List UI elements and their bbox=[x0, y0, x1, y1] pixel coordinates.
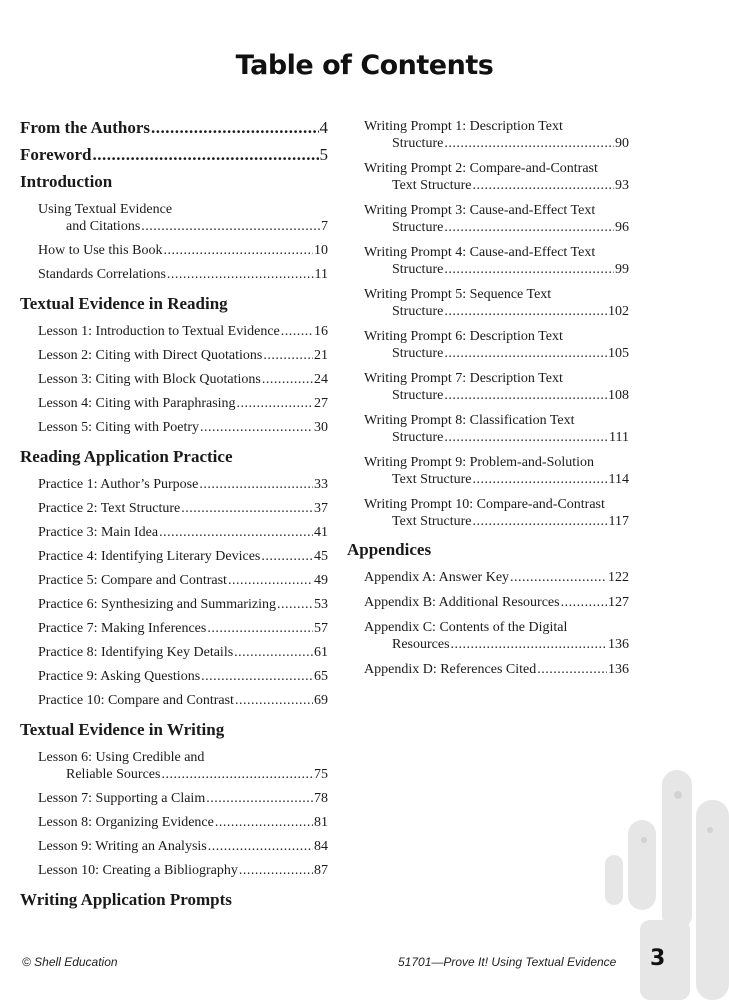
page-title: Table of Contents bbox=[235, 50, 494, 81]
toc-entry[interactable]: Writing Prompt 2: Compare-and-Contrast Text Structure ..... 93 bbox=[364, 160, 629, 194]
section-heading-writing-prompts: Writing Application Prompts bbox=[20, 890, 232, 909]
toc-entry[interactable]: How to Use this Book ..... 10 bbox=[38, 242, 328, 259]
toc-entry[interactable]: Lesson 7: Supporting a Claim ..... 78 bbox=[38, 790, 328, 807]
toc-entry[interactable]: Practice 4: Identifying Literary Devices ..... 45 bbox=[38, 548, 328, 565]
toc-entry[interactable]: Lesson 2: Citing with Direct Quotations ..... 21 bbox=[38, 347, 328, 364]
toc-entry[interactable]: Lesson 3: Citing with Block Quotations ..... 24 bbox=[38, 371, 328, 388]
toc-entry[interactable]: Appendix D: References Cited ..... 136 bbox=[364, 661, 629, 678]
toc-entry[interactable]: Practice 7: Making Inferences ..... 57 bbox=[38, 620, 328, 637]
toc-entry[interactable]: Writing Prompt 3: Cause-and-Effect Text Structure ..... 96 bbox=[364, 202, 629, 236]
toc-entry[interactable]: Appendix A: Answer Key ..... 122 bbox=[364, 569, 629, 586]
toc-entry[interactable]: Practice 8: Identifying Key Details ..... 61 bbox=[38, 644, 328, 661]
toc-right-column bbox=[347, 118, 629, 688]
toc-left-column bbox=[20, 118, 328, 919]
toc-entry[interactable]: Lesson 9: Writing an Analysis ..... 84 bbox=[38, 838, 328, 855]
toc-entry[interactable]: Writing Prompt 8: Classification Text Structure ..... 111 bbox=[364, 412, 629, 446]
toc-entry[interactable]: Standards Correlations ..... 11 bbox=[38, 266, 328, 283]
toc-entry[interactable]: Lesson 5: Citing with Poetry ..... 30 bbox=[38, 419, 328, 436]
toc-entry[interactable]: Using Textual Evidence and Citations ..... 7 bbox=[38, 201, 328, 235]
footer-book-title: 51701—Prove It! Using Textual Evidence bbox=[398, 955, 617, 969]
toc-entry[interactable]: Lesson 6: Using Credible and Reliable Sources ..... 75 bbox=[38, 749, 328, 783]
section-heading-reading-practice: Reading Application Practice bbox=[20, 447, 233, 466]
page-number: 3 bbox=[650, 946, 666, 971]
toc-main-entry[interactable]: Foreword ..... 5 bbox=[20, 145, 328, 165]
footer-copyright: © Shell Education bbox=[22, 955, 118, 969]
toc-entry[interactable]: Writing Prompt 5: Sequence Text Structure ..... 102 bbox=[364, 286, 629, 320]
toc-entry[interactable]: Lesson 4: Citing with Paraphrasing ..... 27 bbox=[38, 395, 328, 412]
toc-entry[interactable]: Practice 6: Synthesizing and Summarizing ..... 53 bbox=[38, 596, 328, 613]
section-heading-writing: Textual Evidence in Writing bbox=[20, 720, 225, 739]
reading-practice-entries bbox=[20, 476, 328, 709]
toc-entry[interactable]: Lesson 1: Introduction to Textual Evidence ..... 16 bbox=[38, 323, 328, 340]
toc-entry[interactable]: Practice 10: Compare and Contrast ..... 69 bbox=[38, 692, 328, 709]
toc-main-entry[interactable]: From the Authors ..... 4 bbox=[20, 118, 328, 138]
toc-entry[interactable]: Writing Prompt 9: Problem-and-Solution Text Structure ..... 114 bbox=[364, 454, 629, 488]
toc-entry[interactable]: Practice 5: Compare and Contrast ..... 49 bbox=[38, 572, 328, 589]
writing-entries bbox=[20, 749, 328, 879]
section-heading-introduction: Introduction bbox=[20, 172, 113, 191]
toc-entry[interactable]: Writing Prompt 10: Compare-and-Contrast Text Structure ..... 117 bbox=[364, 496, 629, 530]
section-heading-appendices: Appendices bbox=[347, 540, 432, 559]
toc-entry[interactable]: Lesson 10: Creating a Bibliography ..... 87 bbox=[38, 862, 328, 879]
toc-entry[interactable]: Practice 3: Main Idea ..... 41 bbox=[38, 524, 328, 541]
section-heading-reading: Textual Evidence in Reading bbox=[20, 294, 228, 313]
toc-entry[interactable]: Appendix B: Additional Resources ..... 127 bbox=[364, 594, 629, 611]
toc-entry[interactable]: Lesson 8: Organizing Evidence ..... 81 bbox=[38, 814, 328, 831]
toc-entry[interactable]: Practice 1: Author’s Purpose ..... 33 bbox=[38, 476, 328, 493]
toc-entry[interactable]: Writing Prompt 4: Cause-and-Effect Text Structure ..... 99 bbox=[364, 244, 629, 278]
toc-entry[interactable]: Writing Prompt 7: Description Text Structure ..... 108 bbox=[364, 370, 629, 404]
toc-entry[interactable]: Appendix C: Contents of the Digital Resources ..... 136 bbox=[364, 619, 629, 653]
toc-entry[interactable]: Practice 9: Asking Questions ..... 65 bbox=[38, 668, 328, 685]
writing-prompt-entries bbox=[347, 118, 629, 530]
appendices-entries bbox=[347, 569, 629, 678]
toc-entry[interactable]: Writing Prompt 1: Description Text Structure ..... 90 bbox=[364, 118, 629, 152]
introduction-entries bbox=[20, 201, 328, 283]
toc-entry[interactable]: Writing Prompt 6: Description Text Structure ..... 105 bbox=[364, 328, 629, 362]
toc-entry[interactable]: Practice 2: Text Structure ..... 37 bbox=[38, 500, 328, 517]
reading-entries bbox=[20, 323, 328, 436]
